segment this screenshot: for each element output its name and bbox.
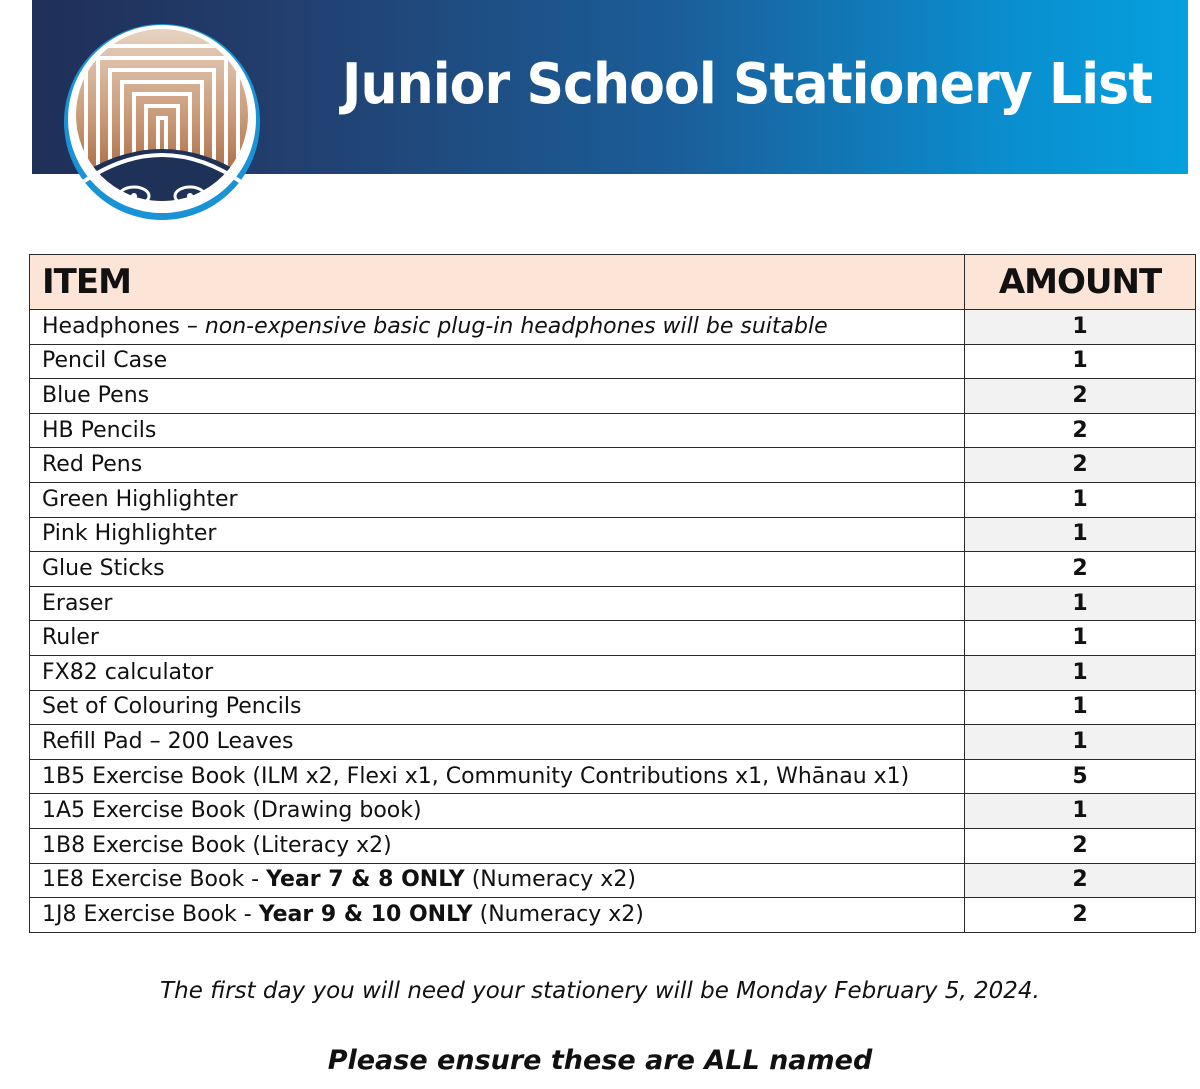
item-cell: Green Highlighter — [30, 482, 965, 517]
table-row — [30, 482, 1196, 517]
table-row — [30, 344, 1196, 379]
item-cell — [30, 310, 965, 345]
amount-cell: 1 — [965, 517, 1196, 552]
year-restriction: Year 7 & 8 ONLY — [266, 867, 465, 893]
table-row — [30, 517, 1196, 552]
table-row — [30, 725, 1196, 760]
amount-column-header: AMOUNT — [965, 255, 1196, 310]
amount-cell: 2 — [965, 863, 1196, 898]
item-cell — [30, 898, 965, 933]
table-row — [30, 552, 1196, 587]
amount-cell: 1 — [965, 621, 1196, 656]
table-row — [30, 621, 1196, 656]
item-name: 1E8 Exercise Book - — [42, 867, 267, 893]
item-cell: Pencil Case — [30, 344, 965, 379]
table-row — [30, 586, 1196, 621]
amount-cell: 1 — [965, 655, 1196, 690]
page-title: Junior School Stationery List — [342, 52, 1153, 117]
table-row — [30, 863, 1196, 898]
table-row — [30, 655, 1196, 690]
amount-cell: 2 — [965, 448, 1196, 483]
item-cell — [30, 863, 965, 898]
table-row — [30, 379, 1196, 414]
amount-cell: 1 — [965, 344, 1196, 379]
item-cell: Red Pens — [30, 448, 965, 483]
amount-cell: 1 — [965, 310, 1196, 345]
stationery-table — [29, 254, 1196, 933]
table-row — [30, 898, 1196, 933]
table-row — [30, 828, 1196, 863]
item-name: Headphones — [42, 313, 180, 339]
item-note: – non-expensive basic plug-in headphones will be suitable — [179, 313, 828, 339]
school-crest-logo — [62, 22, 262, 222]
amount-cell: 5 — [965, 759, 1196, 794]
table-row — [30, 759, 1196, 794]
item-cell: 1A5 Exercise Book (Drawing book) — [30, 794, 965, 829]
item-cell: HB Pencils — [30, 413, 965, 448]
table-row — [30, 448, 1196, 483]
item-cell: Ruler — [30, 621, 965, 656]
item-cell: Refill Pad – 200 Leaves — [30, 725, 965, 760]
item-cell: Glue Sticks — [30, 552, 965, 587]
table-row — [30, 690, 1196, 725]
amount-cell: 1 — [965, 482, 1196, 517]
amount-cell: 1 — [965, 794, 1196, 829]
item-cell: Blue Pens — [30, 379, 965, 414]
amount-cell: 2 — [965, 828, 1196, 863]
amount-cell: 1 — [965, 690, 1196, 725]
amount-cell: 2 — [965, 898, 1196, 933]
item-cell: FX82 calculator — [30, 655, 965, 690]
item-suffix: (Numeracy x2) — [464, 867, 636, 893]
first-day-note: The first day you will need your stationery will be Monday February 5, 2024. — [160, 978, 1040, 1004]
amount-cell: 1 — [965, 725, 1196, 760]
amount-cell: 2 — [965, 552, 1196, 587]
table-header-row — [30, 255, 1196, 310]
item-cell: 1B5 Exercise Book (ILM x2, Flexi x1, Community Contributions x1, Whānau x1) — [30, 759, 965, 794]
table-row — [30, 413, 1196, 448]
naming-reminder: Please ensure these are ALL named — [327, 1045, 873, 1076]
item-cell: Pink Highlighter — [30, 517, 965, 552]
item-cell: Eraser — [30, 586, 965, 621]
table-row — [30, 310, 1196, 345]
item-cell: Set of Colouring Pencils — [30, 690, 965, 725]
amount-cell: 2 — [965, 413, 1196, 448]
item-suffix: (Numeracy x2) — [472, 901, 644, 927]
item-column-header: ITEM — [30, 255, 965, 310]
item-name: 1J8 Exercise Book - — [42, 901, 259, 927]
year-restriction: Year 9 & 10 ONLY — [258, 901, 473, 927]
amount-cell: 2 — [965, 379, 1196, 414]
amount-cell: 1 — [965, 586, 1196, 621]
table-row — [30, 794, 1196, 829]
item-cell: 1B8 Exercise Book (Literacy x2) — [30, 828, 965, 863]
